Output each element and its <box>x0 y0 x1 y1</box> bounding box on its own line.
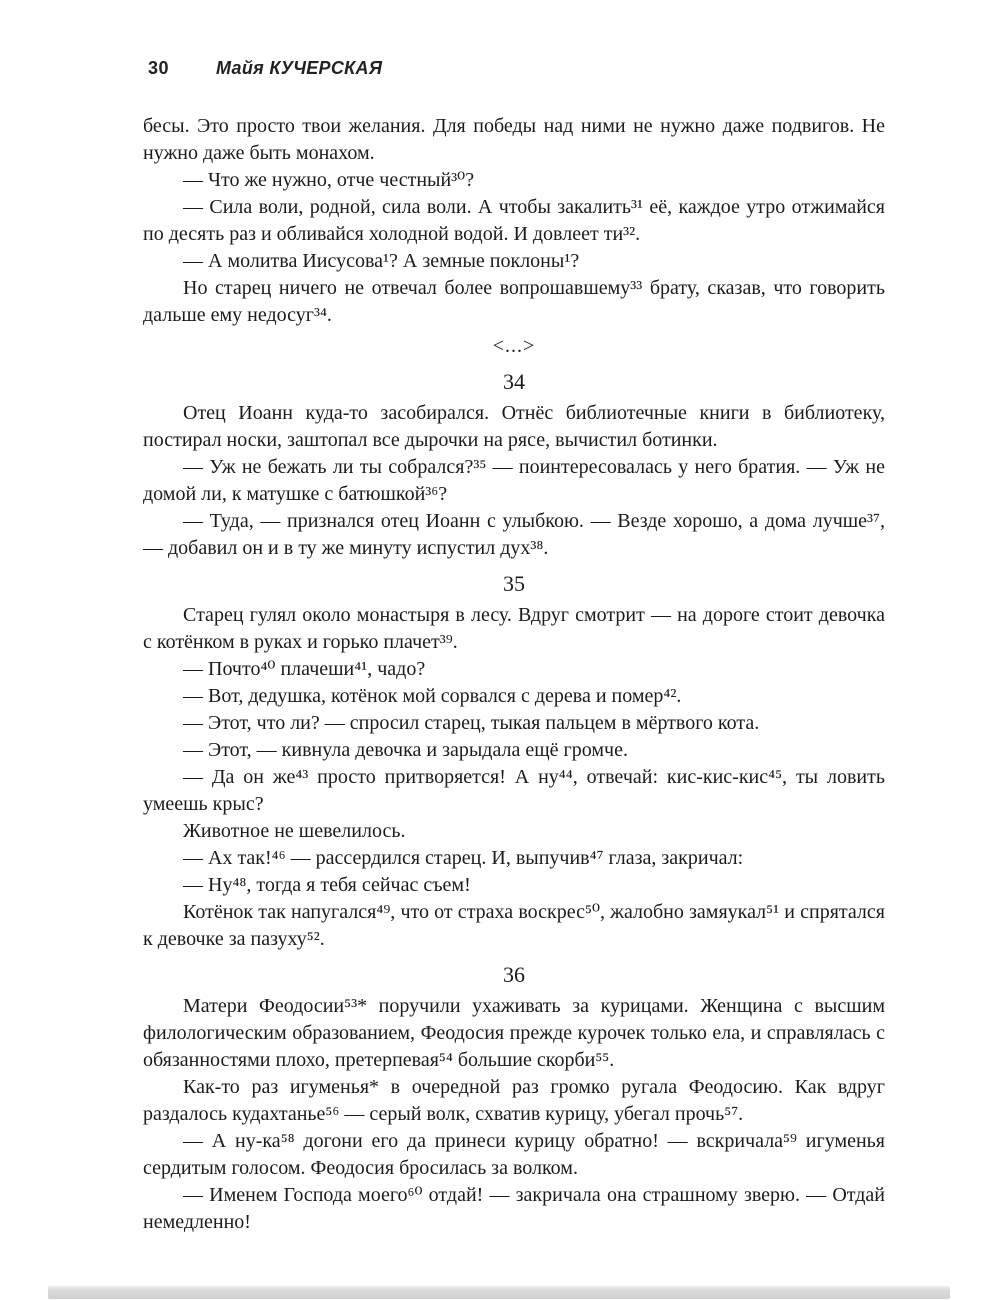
section-heading: 35 <box>503 571 525 596</box>
paragraph: Котёнок так напугался⁴⁹, что от страха воскрес⁵⁰, жалобно замяукал⁵¹ и спрятался к девочке за пазуху⁵². <box>143 901 885 950</box>
horizontal-scrollbar[interactable] <box>48 1286 950 1299</box>
paragraph: — Да он же⁴³ просто притворяется! А ну⁴⁴, отвечай: кис-кис-кис⁴⁵, ты ловить умеешь крыс? <box>143 766 885 815</box>
paragraph: — Туда, — признался отец Иоанн с улыбкою. — Везде хорошо, а дома лучше³⁷, — добавил он и в ту же минуту испустил дух³⁸. <box>143 510 885 559</box>
paragraph: Как-то раз игуменья* в очередной раз громко ругала Феодосию. Как вдруг раздалось кудахтанье⁵⁶ — серый волк, схватив курицу, убегал прочь⁵⁷. <box>143 1076 885 1125</box>
page-text-block <box>143 113 885 1236</box>
paragraph: — Почто⁴⁰ плачеши⁴¹, чадо? <box>183 658 426 680</box>
paragraph: — Что же нужно, отче честный³⁰? <box>183 169 475 191</box>
paragraph: Старец гулял около монастыря в лесу. Вдруг смотрит — на дороге стоит девочка с котёнком в руках и горько плачет³⁹. <box>143 604 885 653</box>
section-heading: 36 <box>503 962 525 987</box>
paragraph: — Именем Господа моего⁶⁰ отдай! — закричала она страшному зверю. — Отдай немедленно! <box>143 1184 885 1233</box>
paragraph: — Этот, — кивнула девочка и зарыдала ещё громче. <box>183 739 628 761</box>
paragraph: — Сила воли, родной, сила воли. А чтобы закалить³¹ её, каждое утро отжимайся по десять раз и обливайся холодной водой. И довлеет ти³². <box>143 196 885 245</box>
paragraph: — А молитва Иисусова¹? А земные поклоны¹? <box>183 250 580 272</box>
section-heading: 34 <box>503 369 525 394</box>
paragraph: Отец Иоанн куда-то засобирался. Отнёс библиотечные книги в библиотеку, постирал носки, заштопал все дырочки на рясе, вычистил ботинки. <box>143 402 885 451</box>
paragraph: — Уж не бежать ли ты собрался?³⁵ — поинтересовалась у него братия. — Уж не домой ли, к матушке с батюшкой³⁶? <box>143 456 885 505</box>
paragraph: — Вот, дедушка, котёнок мой сорвался с дерева и помер⁴². <box>183 685 682 707</box>
paragraph: Матери Феодосии⁵³* поручили ухаживать за курицами. Женщина с высшим филологическим образованием, Феодосия прежде курочек только ела, и справлялась с обязанностями плохо, претерпевая⁵⁴ большие скорби⁵⁵. <box>143 995 885 1071</box>
paragraph: бесы. Это просто твои желания. Для победы над ними не нужно даже подвигов. Не нужно даже быть монахом. <box>143 115 885 164</box>
paragraph: Но старец ничего не отвечал более вопрошавшему³³ брату, сказав, что говорить дальше ему недосуг³⁴. <box>143 277 885 326</box>
running-header <box>148 58 888 79</box>
running-header-author: Майя КУЧЕРСКАЯ <box>216 58 383 78</box>
paragraph: — А ну-ка⁵⁸ догони его да принеси курицу обратно! — вскричала⁵⁹ игуменья сердитым голосом. Феодосия бросилась за волком. <box>143 1130 885 1179</box>
page-number: 30 <box>148 58 170 78</box>
paragraph: Животное не шевелилось. <box>183 820 406 842</box>
paragraph: — Ах так!⁴⁶ — рассердился старец. И, выпучив⁴⁷ глаза, закричал: <box>183 847 744 869</box>
paragraph: — Этот, что ли? — спросил старец, тыкая пальцем в мёртвого кота. <box>183 712 760 734</box>
paragraph: — Ну⁴⁸, тогда я тебя сейчас съем! <box>183 874 471 896</box>
section-separator: <...> <box>492 335 536 357</box>
